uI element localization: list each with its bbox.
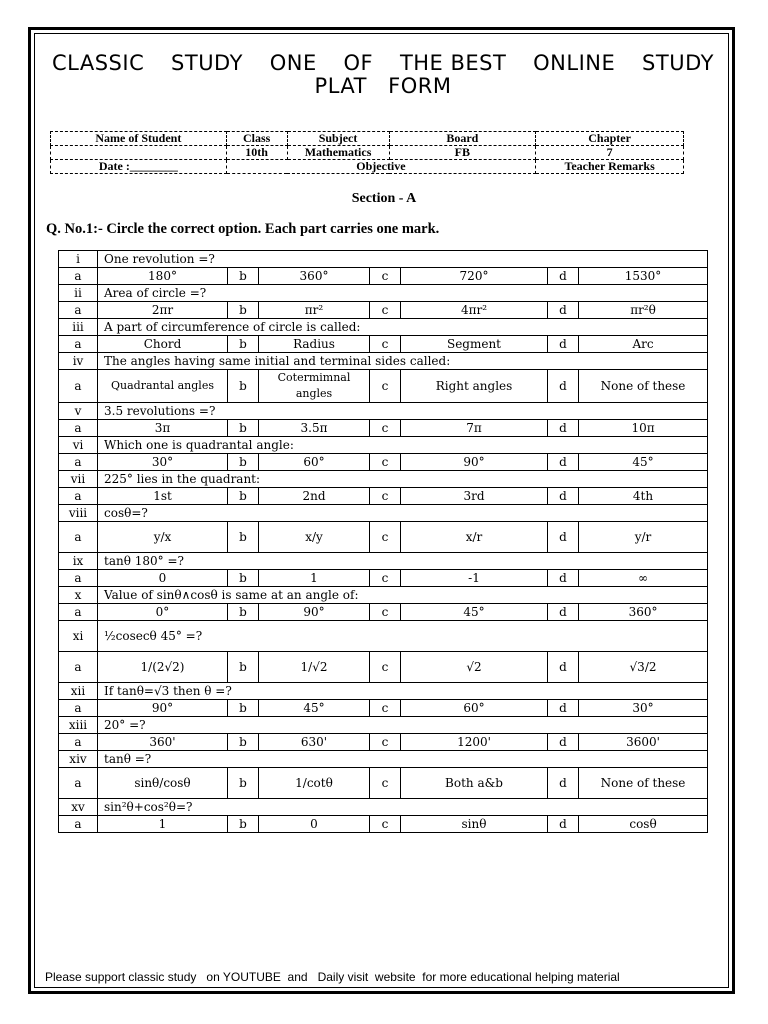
question-text: 3.5 revolutions =? [98, 403, 708, 420]
question-number: xii [59, 683, 98, 700]
option-letter: a [59, 488, 98, 505]
question-number: ii [59, 285, 98, 302]
option-letter: b [228, 734, 259, 751]
option-b[interactable]: 3.5π [259, 420, 370, 437]
option-letter: c [370, 420, 401, 437]
name-of-student-value[interactable] [51, 146, 227, 160]
option-a[interactable]: Quadrantal angles [98, 370, 228, 403]
options-row [59, 488, 708, 505]
option-d[interactable]: 3600' [579, 734, 708, 751]
option-letter: a [59, 268, 98, 285]
question-text: tanθ =? [98, 751, 708, 768]
option-d[interactable]: Arc [579, 336, 708, 353]
option-letter: c [370, 522, 401, 553]
option-a[interactable]: 2πr [98, 302, 228, 319]
option-a[interactable]: sinθ/cosθ [98, 768, 228, 799]
option-c[interactable]: Right angles [401, 370, 548, 403]
option-letter: d [548, 768, 579, 799]
option-letter: c [370, 570, 401, 587]
option-letter: c [370, 268, 401, 285]
option-b[interactable]: 0 [259, 816, 370, 833]
question-row [59, 285, 708, 302]
option-c[interactable]: sinθ [401, 816, 548, 833]
options-row [59, 700, 708, 717]
option-letter: b [228, 420, 259, 437]
option-letter: c [370, 370, 401, 403]
option-letter: c [370, 652, 401, 683]
option-letter: a [59, 652, 98, 683]
option-letter: a [59, 816, 98, 833]
title-word: STUDY [642, 51, 714, 75]
option-c[interactable]: x/r [401, 522, 548, 553]
question-row [59, 587, 708, 604]
option-letter: a [59, 336, 98, 353]
option-d[interactable]: ∞ [579, 570, 708, 587]
option-c[interactable]: 1200' [401, 734, 548, 751]
options-row [59, 454, 708, 471]
option-letter: d [548, 652, 579, 683]
option-a[interactable]: 1st [98, 488, 228, 505]
option-d[interactable]: 4th [579, 488, 708, 505]
question-row [59, 403, 708, 420]
option-b[interactable]: πr² [259, 302, 370, 319]
board-header: Board [389, 132, 536, 146]
class-value: 10th [226, 146, 287, 160]
question-row [59, 251, 708, 268]
option-c[interactable]: 3rd [401, 488, 548, 505]
title-word: ONLINE [533, 51, 616, 75]
question-text: A part of circumference of circle is called: [98, 319, 708, 336]
option-c[interactable]: 4πr² [401, 302, 548, 319]
option-c[interactable]: 90° [401, 454, 548, 471]
subject-header: Subject [287, 132, 389, 146]
option-letter: c [370, 604, 401, 621]
option-b[interactable]: 1/cotθ [259, 768, 370, 799]
question-number: iii [59, 319, 98, 336]
option-letter: d [548, 420, 579, 437]
option-letter: b [228, 652, 259, 683]
option-a[interactable]: 30° [98, 454, 228, 471]
subject-value: Mathematics [287, 146, 389, 160]
question-text: Value of sinθ∧cosθ is same at an angle of: [98, 587, 708, 604]
option-d[interactable]: 30° [579, 700, 708, 717]
option-letter: a [59, 420, 98, 437]
option-b[interactable]: x/y [259, 522, 370, 553]
question-number: viii [59, 505, 98, 522]
option-letter: a [59, 370, 98, 403]
question-text: sin²θ+cos²θ=? [98, 799, 708, 816]
option-letter: b [228, 816, 259, 833]
option-letter: c [370, 768, 401, 799]
question-number: iv [59, 353, 98, 370]
question-row [59, 553, 708, 570]
title-line-2: PLAT FORM [314, 74, 452, 98]
option-c[interactable]: -1 [401, 570, 548, 587]
option-letter: c [370, 302, 401, 319]
option-letter: b [228, 370, 259, 403]
title-word: STUDY [171, 51, 243, 75]
title-word: CLASSIC [52, 51, 145, 75]
option-b[interactable]: 360° [259, 268, 370, 285]
question-number: xiii [59, 717, 98, 734]
question-row [59, 621, 708, 652]
title-word: THE BEST [399, 51, 507, 75]
name-of-student-header: Name of Student [51, 132, 227, 146]
option-d[interactable]: y/r [579, 522, 708, 553]
option-letter: c [370, 488, 401, 505]
section-heading: Section - A [351, 191, 417, 206]
option-b[interactable]: 60° [259, 454, 370, 471]
question-row [59, 353, 708, 370]
option-letter: b [228, 268, 259, 285]
question-row [59, 717, 708, 734]
option-letter: a [59, 768, 98, 799]
question-number: ix [59, 553, 98, 570]
student-info-table [50, 131, 684, 174]
option-c[interactable]: 7π [401, 420, 548, 437]
option-d[interactable]: √3/2 [579, 652, 708, 683]
title-word: ONE [269, 51, 317, 75]
options-row [59, 522, 708, 553]
options-row [59, 734, 708, 751]
question-row [59, 799, 708, 816]
question-number: vi [59, 437, 98, 454]
option-b[interactable]: Cotermimnal angles [259, 370, 370, 403]
question-number: x [59, 587, 98, 604]
option-letter: d [548, 604, 579, 621]
option-letter: a [59, 454, 98, 471]
question-text: The angles having same initial and terminal sides called: [98, 353, 708, 370]
option-letter: d [548, 570, 579, 587]
question-text: Area of circle =? [98, 285, 708, 302]
question-number: xiv [59, 751, 98, 768]
question-text: 20° =? [98, 717, 708, 734]
option-letter: b [228, 454, 259, 471]
question-text: cosθ=? [98, 505, 708, 522]
option-b[interactable]: 2nd [259, 488, 370, 505]
option-d[interactable]: 1530° [579, 268, 708, 285]
option-d[interactable]: cosθ [579, 816, 708, 833]
option-letter: d [548, 454, 579, 471]
option-a[interactable]: 1/(2√2) [98, 652, 228, 683]
option-d[interactable]: 360° [579, 604, 708, 621]
options-row [59, 652, 708, 683]
option-b[interactable]: 45° [259, 700, 370, 717]
option-letter: b [228, 768, 259, 799]
option-a[interactable]: 180° [98, 268, 228, 285]
question-number: vii [59, 471, 98, 488]
option-letter: d [548, 700, 579, 717]
option-letter: c [370, 700, 401, 717]
option-letter: d [548, 734, 579, 751]
option-d[interactable]: πr²θ [579, 302, 708, 319]
option-b[interactable]: 1/√2 [259, 652, 370, 683]
question-text: Which one is quadrantal angle: [98, 437, 708, 454]
option-d[interactable]: None of these [579, 768, 708, 799]
option-letter: d [548, 302, 579, 319]
option-b[interactable]: 1 [259, 570, 370, 587]
options-row [59, 816, 708, 833]
chapter-header: Chapter [536, 132, 684, 146]
option-b[interactable]: 630' [259, 734, 370, 751]
option-b[interactable]: Radius [259, 336, 370, 353]
footer-note: Please support classic study on YOUTUBE and Daily visit website for more educational helping material [45, 970, 620, 984]
option-c[interactable]: 45° [401, 604, 548, 621]
option-letter: b [228, 522, 259, 553]
option-letter: d [548, 336, 579, 353]
option-b[interactable]: 90° [259, 604, 370, 621]
question-number: xi [59, 621, 98, 652]
objective-label: Objective [226, 160, 536, 174]
option-c[interactable]: 60° [401, 700, 548, 717]
date-field[interactable]: Date :________ [51, 160, 227, 174]
question-number: v [59, 403, 98, 420]
option-letter: a [59, 570, 98, 587]
option-letter: b [228, 336, 259, 353]
option-letter: d [548, 816, 579, 833]
chapter-value: 7 [536, 146, 684, 160]
option-letter: a [59, 302, 98, 319]
question-row [59, 471, 708, 488]
option-a[interactable]: 3π [98, 420, 228, 437]
option-a[interactable]: y/x [98, 522, 228, 553]
option-letter: c [370, 336, 401, 353]
question-number: i [59, 251, 98, 268]
option-letter: d [548, 488, 579, 505]
question-text: One revolution =? [98, 251, 708, 268]
option-a[interactable]: 1 [98, 816, 228, 833]
question-row [59, 319, 708, 336]
option-c[interactable]: √2 [401, 652, 548, 683]
question-heading: Q. No.1:- Circle the correct option. Each part carries one mark. [46, 221, 440, 237]
option-c[interactable]: Both a&b [401, 768, 548, 799]
options-row [59, 570, 708, 587]
mcq-table [58, 250, 708, 833]
option-letter: c [370, 734, 401, 751]
question-text: 225° lies in the quadrant: [98, 471, 708, 488]
question-row [59, 505, 708, 522]
option-letter: a [59, 604, 98, 621]
options-row [59, 302, 708, 319]
option-letter: a [59, 700, 98, 717]
options-row [59, 604, 708, 621]
option-letter: c [370, 816, 401, 833]
option-letter: d [548, 522, 579, 553]
option-a[interactable]: 90° [98, 700, 228, 717]
option-a[interactable]: 0 [98, 570, 228, 587]
option-letter: d [548, 268, 579, 285]
option-a[interactable]: 0° [98, 604, 228, 621]
title-word: OF [343, 51, 374, 75]
option-letter: b [228, 570, 259, 587]
options-row [59, 420, 708, 437]
options-row [59, 268, 708, 285]
option-letter: b [228, 700, 259, 717]
options-row [59, 768, 708, 799]
option-letter: a [59, 522, 98, 553]
question-row [59, 683, 708, 700]
question-text: tanθ 180° =? [98, 553, 708, 570]
option-d[interactable]: 10π [579, 420, 708, 437]
option-a[interactable]: Chord [98, 336, 228, 353]
options-row [59, 336, 708, 353]
option-letter: a [59, 734, 98, 751]
question-text: If tanθ=√3 then θ =? [98, 683, 708, 700]
question-row [59, 437, 708, 454]
option-c[interactable]: 720° [401, 268, 548, 285]
question-text: ½cosecθ 45° =? [98, 621, 708, 652]
option-letter: b [228, 302, 259, 319]
option-letter: b [228, 488, 259, 505]
option-d[interactable]: None of these [579, 370, 708, 403]
option-letter: b [228, 604, 259, 621]
options-row [59, 370, 708, 403]
board-value: FB [389, 146, 536, 160]
option-letter: d [548, 370, 579, 403]
teacher-remarks-label: Teacher Remarks [536, 160, 684, 174]
question-number: xv [59, 799, 98, 816]
page-title [52, 52, 714, 98]
option-letter: c [370, 454, 401, 471]
question-row [59, 751, 708, 768]
option-c[interactable]: Segment [401, 336, 548, 353]
option-d[interactable]: 45° [579, 454, 708, 471]
option-a[interactable]: 360' [98, 734, 228, 751]
class-header: Class [226, 132, 287, 146]
